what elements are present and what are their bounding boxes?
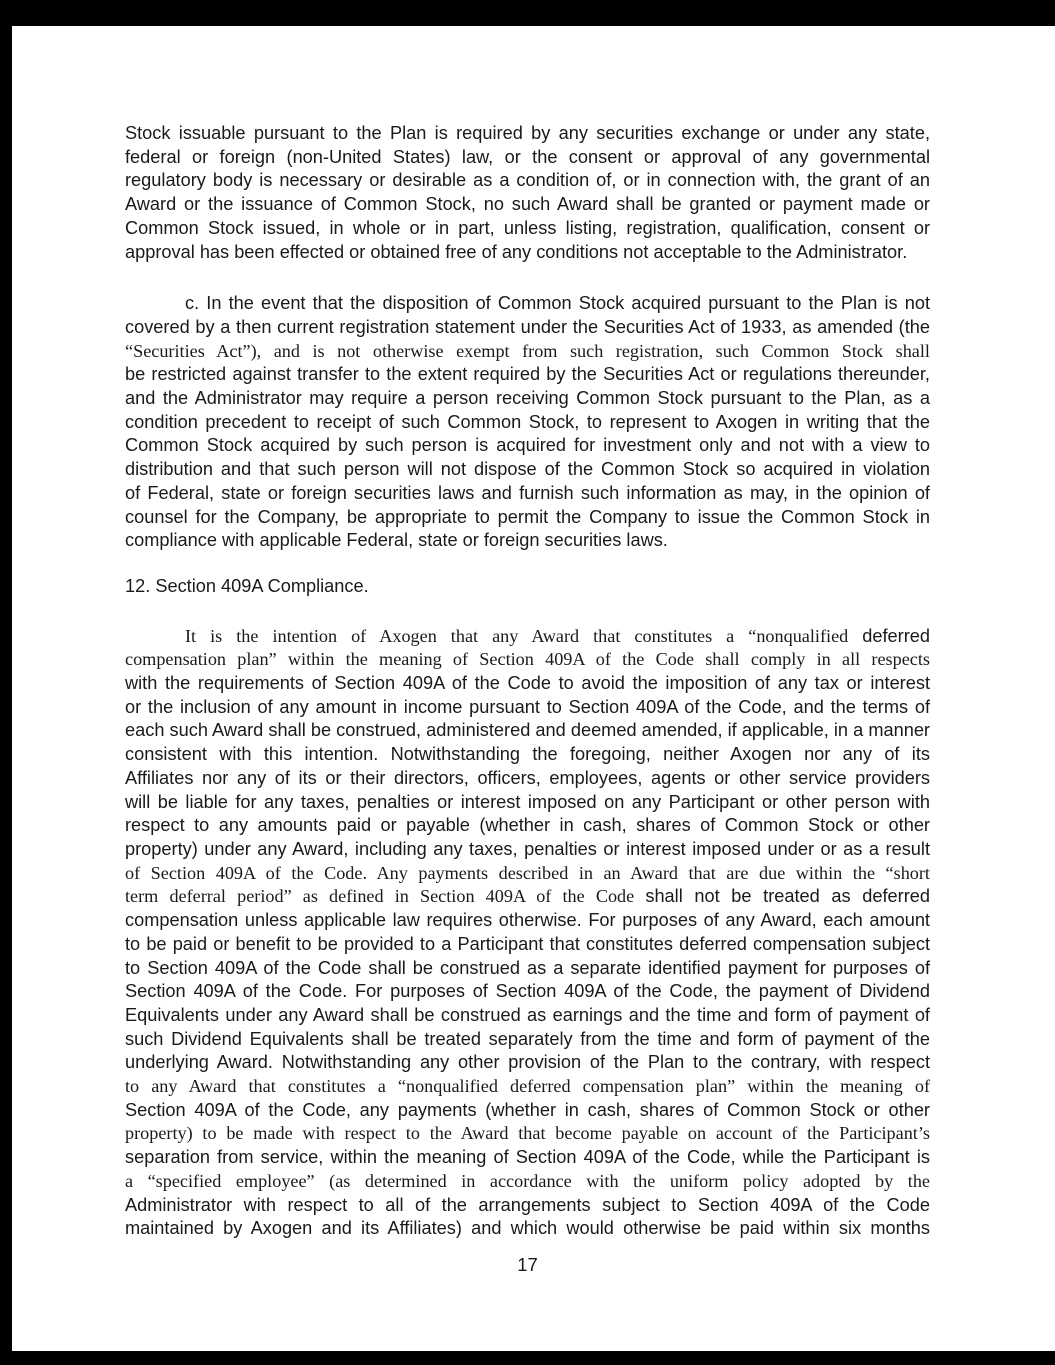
text-line	[125, 316, 930, 340]
text-line	[125, 122, 930, 146]
text-run: to be paid or benefit to be provided to a Participant that constitutes deferred compensation subject	[125, 933, 930, 954]
text-line	[125, 980, 930, 1004]
text-line	[125, 1099, 930, 1123]
heading-section-12	[125, 575, 930, 599]
text-line	[125, 767, 930, 791]
text-run: respect to any amounts paid or payable (whether in cash, shares of Common Stock or other	[125, 815, 930, 836]
page-number: 17	[517, 1254, 538, 1275]
scan-edge-top	[0, 0, 1055, 26]
text-run: condition precedent to receipt of such Common Stock, to represent to Axogen in writing that the	[125, 411, 930, 432]
text-line	[125, 838, 930, 862]
text-run: 12. Section 409A Compliance.	[125, 575, 369, 596]
text-run: of Federal, state or foreign securities laws and furnish such information as may, in the opinion of	[125, 482, 930, 503]
text-line	[125, 363, 930, 387]
text-line	[125, 1075, 930, 1099]
text-run: deferred	[862, 625, 930, 646]
text-line	[125, 1051, 930, 1075]
text-line	[125, 1217, 930, 1241]
text-line	[125, 862, 930, 886]
text-run: compensation unless applicable law requires otherwise. For purposes of any Award, each amount	[125, 910, 930, 931]
text-line	[125, 648, 930, 672]
text-line	[125, 1004, 930, 1028]
text-line	[125, 791, 930, 815]
text-line	[125, 193, 930, 217]
paragraph-continuation	[125, 122, 930, 264]
text-run: It is the intention of Axogen that any Award that constitutes a “nonqualified	[185, 625, 863, 646]
text-line	[125, 1194, 930, 1218]
text-run: each such Award shall be construed, administered and deemed amended, if applicable, in a manner	[125, 720, 930, 741]
text-line	[125, 434, 930, 458]
text-run: covered by a then current registration statement under the Securities Act of 1933, as amended (the	[125, 316, 930, 337]
document-body	[125, 122, 930, 1241]
text-line	[125, 241, 930, 265]
text-line	[125, 909, 930, 933]
text-line	[125, 146, 930, 170]
text-run: with the requirements of Section 409A of the Code to avoid the imposition of any tax or interest	[125, 673, 930, 694]
text-run: and the Administrator may require a person receiving Common Stock pursuant to the Plan, as a	[125, 388, 930, 409]
text-line	[125, 292, 930, 316]
text-run: property) under any Award, including any taxes, penalties or interest imposed under or as a result	[125, 838, 930, 859]
text-run: Section 409A of the Code, any payments (whether in cash, shares of Common Stock or other	[125, 1099, 930, 1120]
text-run: Common Stock issued, in whole or in part, unless listing, registration, qualification, consent or	[125, 217, 930, 238]
text-line	[125, 814, 930, 838]
text-line	[125, 957, 930, 981]
text-run: term deferral period” as defined in Section 409A of the Code	[125, 886, 646, 907]
text-line	[125, 387, 930, 411]
text-line	[125, 575, 930, 599]
text-run: regulatory body is necessary or desirable as a condition of, or in connection with, the grant of an	[125, 170, 930, 191]
text-run: Affiliates nor any of its or their directors, officers, employees, agents or other service providers	[125, 767, 930, 788]
text-line	[125, 1122, 930, 1146]
paragraph-409a-compliance	[125, 625, 930, 1241]
text-line	[125, 719, 930, 743]
text-run: Administrator with respect to all of the arrangements subject to Section 409A of the Code	[125, 1194, 930, 1215]
text-run: Equivalents under any Award shall be construed as earnings and the time and form of payment of	[125, 1004, 930, 1025]
text-line	[125, 933, 930, 957]
text-run: counsel for the Company, be appropriate to permit the Company to issue the Common Stock in	[125, 506, 930, 527]
text-run: compensation plan” within the meaning of Section 409A of the Code shall comply in all respects	[125, 649, 930, 670]
text-run: distribution and that such person will not dispose of the Common Stock so acquired in violation	[125, 459, 930, 480]
text-line	[125, 1028, 930, 1052]
text-run: approval has been effected or obtained free of any conditions not acceptable to the Administrator.	[125, 241, 908, 262]
text-line	[125, 529, 930, 553]
text-run: federal or foreign (non-United States) law, or the consent or approval of any governmental	[125, 146, 930, 167]
text-line	[125, 506, 930, 530]
text-run: c. In the event that the disposition of Common Stock acquired pursuant to the Plan is not	[185, 293, 930, 314]
paragraph-c-registration	[125, 292, 930, 553]
scan-edge-bottom	[0, 1351, 1055, 1365]
text-run: underlying Award. Notwithstanding any other provision of the Plan to the contrary, with respect	[125, 1052, 930, 1073]
text-line	[125, 169, 930, 193]
text-run: to Section 409A of the Code shall be construed as a separate identified payment for purposes of	[125, 957, 930, 978]
text-run: compliance with applicable Federal, state or foreign securities laws.	[125, 530, 668, 551]
text-run: be restricted against transfer to the extent required by the Securities Act or regulations thereunder,	[125, 364, 930, 385]
text-line	[125, 885, 930, 909]
text-run: maintained by Axogen and its Affiliates) and which would otherwise be paid within six months	[125, 1218, 930, 1239]
text-run: Section 409A of the Code. For purposes of Section 409A of the Code, the payment of Dividend	[125, 981, 930, 1002]
scan-edge-left	[0, 0, 12, 1365]
text-run: consistent with this intention. Notwithstanding the foregoing, neither Axogen nor any of its	[125, 744, 930, 765]
text-run: of Section 409A of the Code. Any payments described in an Award that are due within the “short	[125, 862, 930, 883]
text-line	[125, 743, 930, 767]
text-run: property) to be made with respect to the Award that become payable on account of the Participant’s	[125, 1123, 930, 1144]
text-line	[125, 672, 930, 696]
text-run: shall not be treated as deferred	[645, 886, 930, 907]
text-line	[125, 1146, 930, 1170]
text-line	[125, 340, 930, 364]
text-line	[125, 696, 930, 720]
text-run: separation from service, within the meaning of Section 409A of the Code, while the Participant is	[125, 1147, 930, 1168]
text-line	[125, 1170, 930, 1194]
text-run: such Dividend Equivalents shall be treated separately from the time and form of payment of the	[125, 1028, 930, 1049]
text-line	[125, 482, 930, 506]
text-run: will be liable for any taxes, penalties or interest imposed on any Participant or other person with	[125, 791, 930, 812]
text-run: or the inclusion of any amount in income pursuant to Section 409A of the Code, and the terms of	[125, 696, 930, 717]
text-run: to any Award that constitutes a “nonqualified deferred compensation plan” within the meaning of	[125, 1076, 930, 1097]
text-run: “Securities Act”), and is not otherwise exempt from such registration, such Common Stock shall	[125, 340, 930, 361]
text-line	[125, 217, 930, 241]
text-run: Stock issuable pursuant to the Plan is required by any securities exchange or under any state,	[125, 123, 930, 143]
text-run: a “specified employee” (as determined in accordance with the uniform policy adopted by the	[125, 1170, 930, 1191]
text-line	[125, 411, 930, 435]
text-run: Award or the issuance of Common Stock, no such Award shall be granted or payment made or	[125, 194, 930, 215]
text-run: Common Stock acquired by such person is acquired for investment only and not with a view to	[125, 435, 930, 456]
text-line	[125, 625, 930, 649]
text-line	[125, 458, 930, 482]
